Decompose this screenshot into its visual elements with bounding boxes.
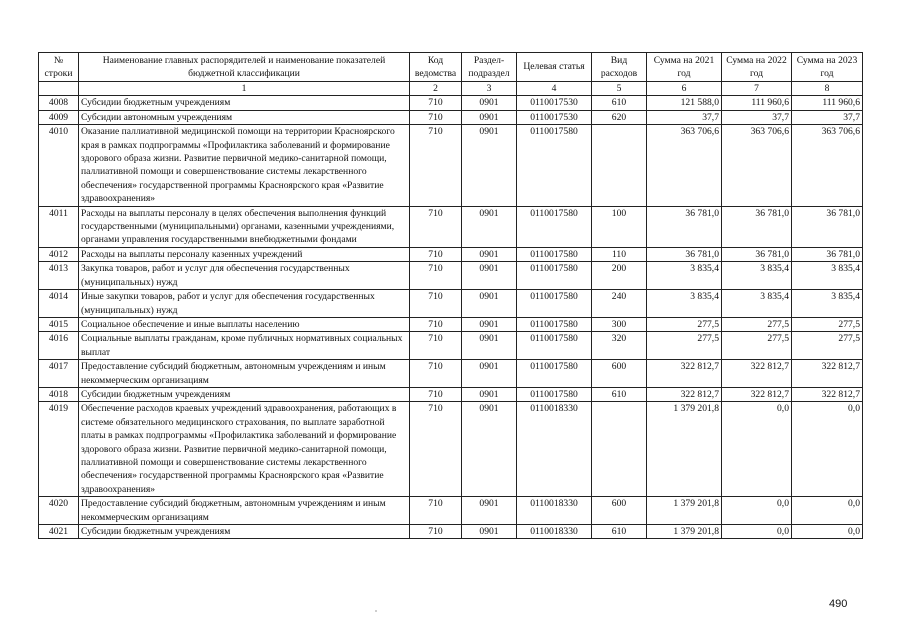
sum-2022-cell: 277,5 — [722, 317, 792, 331]
row-number-cell: 4009 — [39, 110, 79, 124]
sum-2023-cell: 3 835,4 — [792, 290, 863, 318]
table-row — [39, 525, 863, 539]
name-cell: Обеспечение расходов краевых учреждений здравоохранения, работающих в системе обязательного медицинского страхования, по выплате заработной платы в рамках подпрограммы «Профилактика заболеваний и формирование здорового образа жизни. Развитие первичной медико-санитарной помощи, паллиативной помощи и совершенствование системы лекарственного обеспечения» государственной программы Красноярского края «Развитие здравоохранения» — [79, 402, 410, 497]
sum-2022-cell: 3 835,4 — [722, 262, 792, 290]
col-number: 7 — [722, 82, 792, 96]
table-row — [39, 110, 863, 124]
section-code-cell: 0901 — [462, 360, 517, 388]
sum-2023-cell: 363 706,6 — [792, 125, 863, 206]
sum-2022-cell: 111 960,6 — [722, 96, 792, 110]
sum-2022-cell: 363 706,6 — [722, 125, 792, 206]
sum-2021-cell: 322 812,7 — [647, 387, 722, 401]
table-row — [39, 332, 863, 360]
target-article-cell: 0110017580 — [517, 125, 592, 206]
table-row — [39, 317, 863, 331]
header-row — [39, 53, 863, 82]
ministry-code-cell: 710 — [410, 317, 462, 331]
name-cell: Субсидии бюджетным учреждениям — [79, 387, 410, 401]
expense-kind-cell: 320 — [592, 332, 647, 360]
name-cell: Социальное обеспечение и иные выплаты населению — [79, 317, 410, 331]
header-target: Целевая статья — [517, 53, 592, 82]
expense-kind-cell: 600 — [592, 497, 647, 525]
name-cell: Предоставление субсидий бюджетным, автономным учреждениям и иным некоммерческим организациям — [79, 497, 410, 525]
ministry-code-cell: 710 — [410, 206, 462, 247]
sum-2023-cell: 322 812,7 — [792, 387, 863, 401]
sum-2023-cell: 277,5 — [792, 332, 863, 360]
name-cell: Расходы на выплаты персоналу казенных учреждений — [79, 247, 410, 261]
sum-2023-cell: 322 812,7 — [792, 360, 863, 388]
sum-2021-cell: 36 781,0 — [647, 247, 722, 261]
expense-kind-cell — [592, 402, 647, 497]
section-code-cell: 0901 — [462, 525, 517, 539]
table-row — [39, 402, 863, 497]
document-page — [38, 52, 862, 539]
header-sum-2022: Сумма на 2022 год — [722, 53, 792, 82]
budget-table — [38, 52, 863, 539]
header-kind: Вид расходов — [592, 53, 647, 82]
sum-2021-cell: 322 812,7 — [647, 360, 722, 388]
sum-2022-cell: 36 781,0 — [722, 247, 792, 261]
row-number-cell: 4010 — [39, 125, 79, 206]
sum-2021-cell: 1 379 201,8 — [647, 402, 722, 497]
expense-kind-cell: 600 — [592, 360, 647, 388]
expense-kind-cell — [592, 125, 647, 206]
expense-kind-cell: 200 — [592, 262, 647, 290]
header-section: Раздел-подраздел — [462, 53, 517, 82]
col-number — [39, 82, 79, 96]
header-name: Наименование главных распорядителей и наименование показателей бюджетной классификации — [79, 53, 410, 82]
col-number: 2 — [410, 82, 462, 96]
ministry-code-cell: 710 — [410, 525, 462, 539]
row-number-cell: 4016 — [39, 332, 79, 360]
row-number-cell: 4020 — [39, 497, 79, 525]
row-number-cell: 4018 — [39, 387, 79, 401]
row-number-cell: 4021 — [39, 525, 79, 539]
name-cell: Социальные выплаты гражданам, кроме публичных нормативных социальных выплат — [79, 332, 410, 360]
ministry-code-cell: 710 — [410, 497, 462, 525]
section-code-cell: 0901 — [462, 247, 517, 261]
col-number: 1 — [79, 82, 410, 96]
expense-kind-cell: 100 — [592, 206, 647, 247]
col-number: 4 — [517, 82, 592, 96]
expense-kind-cell: 610 — [592, 525, 647, 539]
table-row — [39, 206, 863, 247]
name-cell: Закупка товаров, работ и услуг для обеспечения государственных (муниципальных) нужд — [79, 262, 410, 290]
sum-2023-cell: 277,5 — [792, 317, 863, 331]
sum-2022-cell: 37,7 — [722, 110, 792, 124]
ministry-code-cell: 710 — [410, 96, 462, 110]
sum-2023-cell: 0,0 — [792, 497, 863, 525]
col-number: 6 — [647, 82, 722, 96]
ministry-code-cell: 710 — [410, 125, 462, 206]
ministry-code-cell: 710 — [410, 290, 462, 318]
name-cell: Субсидии бюджетным учреждениям — [79, 96, 410, 110]
ministry-code-cell: 710 — [410, 402, 462, 497]
ministry-code-cell: 710 — [410, 387, 462, 401]
sum-2023-cell: 0,0 — [792, 402, 863, 497]
section-code-cell: 0901 — [462, 96, 517, 110]
sum-2022-cell: 0,0 — [722, 525, 792, 539]
header-ministry: Код ведомства — [410, 53, 462, 82]
row-number-cell: 4019 — [39, 402, 79, 497]
sum-2022-cell: 36 781,0 — [722, 206, 792, 247]
ministry-code-cell: 710 — [410, 332, 462, 360]
sum-2021-cell: 3 835,4 — [647, 262, 722, 290]
name-cell: Оказание паллиативной медицинской помощи на территории Красноярского края в рамках подпрограммы «Профилактика заболеваний и формирование здорового образа жизни. Развитие первичной медико-санитарной помощи, паллиативной помощи и совершенствование системы лекарственного обеспечения» государственной программы Красноярского края «Развитие здравоохранения» — [79, 125, 410, 206]
sum-2023-cell: 36 781,0 — [792, 206, 863, 247]
target-article-cell: 0110017580 — [517, 317, 592, 331]
section-code-cell: 0901 — [462, 125, 517, 206]
sum-2021-cell: 277,5 — [647, 332, 722, 360]
expense-kind-cell: 110 — [592, 247, 647, 261]
name-cell: Субсидии бюджетным учреждениям — [79, 525, 410, 539]
target-article-cell: 0110017580 — [517, 290, 592, 318]
sum-2021-cell: 1 379 201,8 — [647, 497, 722, 525]
table-row — [39, 360, 863, 388]
page-number: 490 — [829, 598, 848, 610]
table-row — [39, 262, 863, 290]
section-code-cell: 0901 — [462, 402, 517, 497]
sum-2021-cell: 277,5 — [647, 317, 722, 331]
row-number-cell: 4012 — [39, 247, 79, 261]
table-row — [39, 125, 863, 206]
table-row — [39, 247, 863, 261]
section-code-cell: 0901 — [462, 110, 517, 124]
section-code-cell: 0901 — [462, 387, 517, 401]
section-code-cell: 0901 — [462, 262, 517, 290]
row-number-cell: 4014 — [39, 290, 79, 318]
name-cell: Субсидии автономным учреждениям — [79, 110, 410, 124]
target-article-cell: 0110018330 — [517, 497, 592, 525]
header-sum-2023: Сумма на 2023 год — [792, 53, 863, 82]
table-row — [39, 290, 863, 318]
target-article-cell: 0110017580 — [517, 247, 592, 261]
sum-2023-cell: 37,7 — [792, 110, 863, 124]
section-code-cell: 0901 — [462, 206, 517, 247]
expense-kind-cell: 610 — [592, 387, 647, 401]
ministry-code-cell: 710 — [410, 110, 462, 124]
name-cell: Иные закупки товаров, работ и услуг для обеспечения государственных (муниципальных) нужд — [79, 290, 410, 318]
row-number-cell: 4013 — [39, 262, 79, 290]
expense-kind-cell: 620 — [592, 110, 647, 124]
sum-2023-cell: 3 835,4 — [792, 262, 863, 290]
sum-2023-cell: 36 781,0 — [792, 247, 863, 261]
target-article-cell: 0110017580 — [517, 332, 592, 360]
sum-2022-cell: 322 812,7 — [722, 360, 792, 388]
header-sum-2021: Сумма на 2021 год — [647, 53, 722, 82]
sum-2021-cell: 363 706,6 — [647, 125, 722, 206]
target-article-cell: 0110017580 — [517, 387, 592, 401]
sum-2021-cell: 37,7 — [647, 110, 722, 124]
sum-2023-cell: 0,0 — [792, 525, 863, 539]
section-code-cell: 0901 — [462, 290, 517, 318]
sum-2022-cell: 0,0 — [722, 402, 792, 497]
sum-2021-cell: 1 379 201,8 — [647, 525, 722, 539]
target-article-cell: 0110017530 — [517, 110, 592, 124]
sum-2022-cell: 277,5 — [722, 332, 792, 360]
scan-speck — [375, 610, 377, 612]
target-article-cell: 0110018330 — [517, 402, 592, 497]
target-article-cell: 0110017580 — [517, 262, 592, 290]
table-body — [39, 96, 863, 539]
col-number: 3 — [462, 82, 517, 96]
sum-2021-cell: 3 835,4 — [647, 290, 722, 318]
name-cell: Расходы на выплаты персоналу в целях обеспечения выполнения функций государственными (муниципальными) органами, казенными учреждениями, органами управления государственными внебюджетными фондами — [79, 206, 410, 247]
sum-2022-cell: 322 812,7 — [722, 387, 792, 401]
section-code-cell: 0901 — [462, 317, 517, 331]
sum-2021-cell: 121 588,0 — [647, 96, 722, 110]
row-number-cell: 4008 — [39, 96, 79, 110]
row-number-cell: 4015 — [39, 317, 79, 331]
sum-2022-cell: 3 835,4 — [722, 290, 792, 318]
section-code-cell: 0901 — [462, 497, 517, 525]
sum-2023-cell: 111 960,6 — [792, 96, 863, 110]
header-row-no: № строки — [39, 53, 79, 82]
target-article-cell: 0110017580 — [517, 206, 592, 247]
target-article-cell: 0110017530 — [517, 96, 592, 110]
col-number: 5 — [592, 82, 647, 96]
sum-2021-cell: 36 781,0 — [647, 206, 722, 247]
col-number: 8 — [792, 82, 863, 96]
table-row — [39, 387, 863, 401]
target-article-cell: 0110017580 — [517, 360, 592, 388]
sum-2022-cell: 0,0 — [722, 497, 792, 525]
row-number-cell: 4017 — [39, 360, 79, 388]
name-cell: Предоставление субсидий бюджетным, автономным учреждениям и иным некоммерческим организациям — [79, 360, 410, 388]
section-code-cell: 0901 — [462, 332, 517, 360]
ministry-code-cell: 710 — [410, 262, 462, 290]
ministry-code-cell: 710 — [410, 247, 462, 261]
table-row — [39, 96, 863, 110]
expense-kind-cell: 610 — [592, 96, 647, 110]
target-article-cell: 0110018330 — [517, 525, 592, 539]
expense-kind-cell: 300 — [592, 317, 647, 331]
expense-kind-cell: 240 — [592, 290, 647, 318]
ministry-code-cell: 710 — [410, 360, 462, 388]
row-number-cell: 4011 — [39, 206, 79, 247]
table-row — [39, 497, 863, 525]
column-number-row — [39, 82, 863, 96]
